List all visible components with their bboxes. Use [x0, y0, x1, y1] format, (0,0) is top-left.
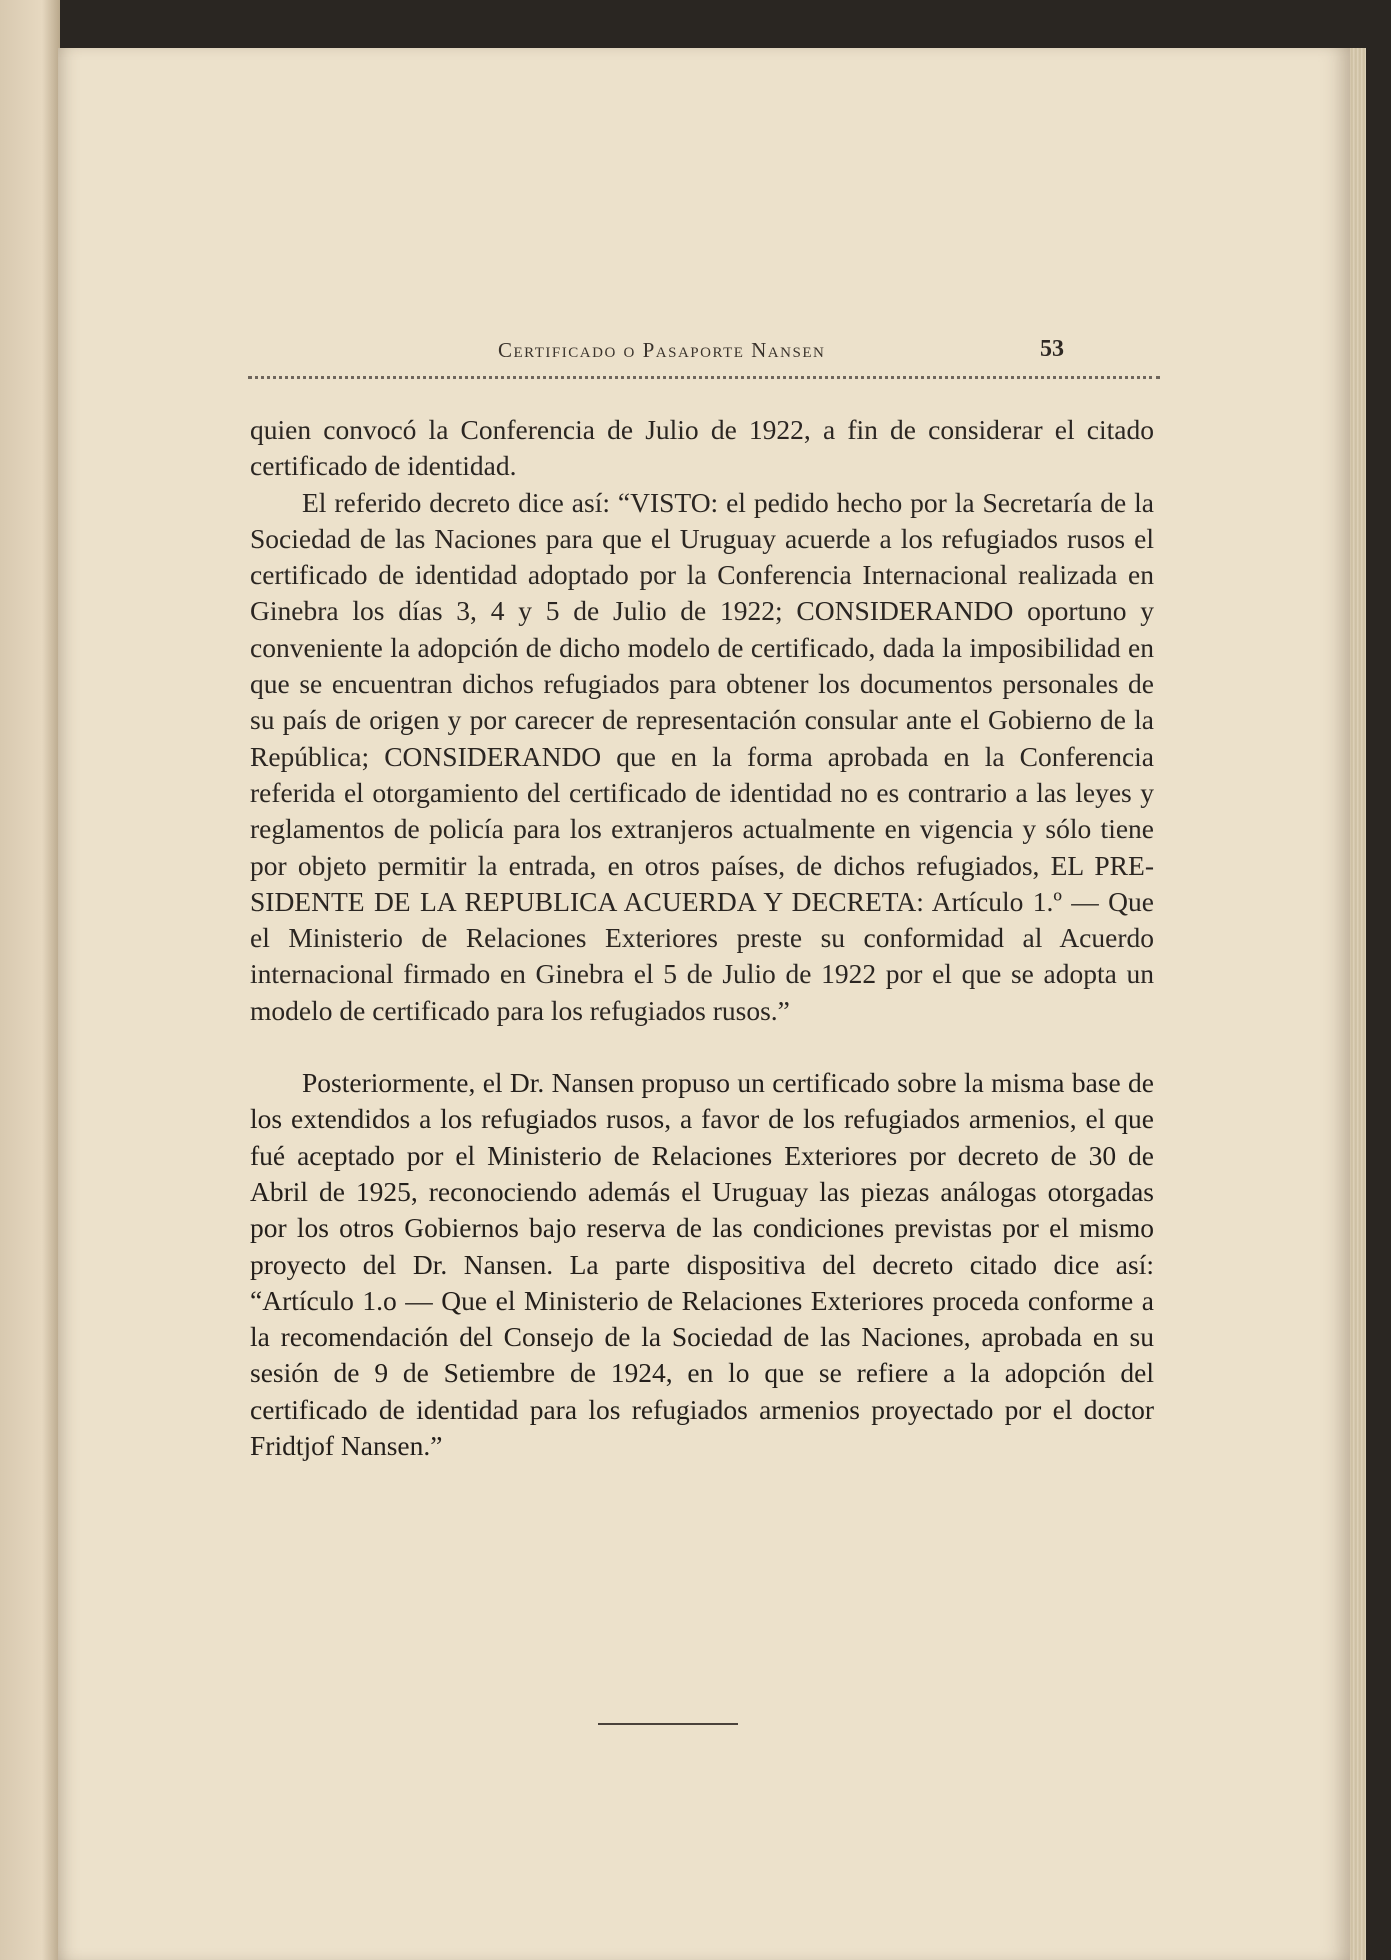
- page-number: 53: [1040, 336, 1064, 362]
- body-text: [250, 412, 1154, 1464]
- book-page: [58, 48, 1350, 1960]
- page-stack-edge: [1350, 48, 1366, 1960]
- left-page-edge: [0, 0, 60, 1960]
- paragraph-continuation: quien convocó la Conferencia de Julio de 1922, a fin de considerar el citado certificado de identidad.: [250, 414, 1154, 482]
- dotted-header-rule: [248, 376, 1160, 379]
- running-title: Certificado o Pasaporte Nansen: [498, 338, 826, 362]
- running-head: [58, 332, 1350, 372]
- paragraph-armenian-certificate: Posteriormente, el Dr. Nansen propuso un certificado sobre la misma base de los extendidos a los refugiados rusos, a favor de los refugiados armenios, el que fué aceptado por el Ministerio de Relaciones Exteriores por decreto de 30 de Abril de 1925, reconociendo además el Uruguay las piezas análogas otorgadas por los otros Gobiernos bajo reserva de las condiciones previstas por el mismo proyecto del Dr. Nansen. La parte dispositiva del decreto citado dice así: “Artículo 1.o — Que el Ministerio de Relaciones Exteriores proceda conforme a la recomendación del Consejo de la Sociedad de las Naciones, aprobada en su sesión de 9 de Setiembre de 1924, en lo que se refiere a la adopción del certificado de identidad para los refugiados armenios proyectado por el doctor Fridtjof Nansen.”: [250, 1067, 1154, 1462]
- paragraph-decree-quote: El referido decreto dice así: “VISTO: el pedido hecho por la Secretaría de la Sociedad de las Naciones para que el Uruguay acuerde a los refugiados rusos el certificado de identidad adoptado por la Conferencia Internacional realizada en Ginebra los días 3, 4 y 5 de Julio de 1922; CONSIDERANDO oportuno y conveniente la adopción de dicho modelo de certificado, dada la imposibilidad en que se encuentran dichos refugiados para obtener los documentos personales de su país de origen y por carecer de representación consular ante el Gobierno de la República; CONSIDERANDO que en la forma aprobada en la Conferencia referida el otorgamiento del certificado de identidad no es contrario a las leyes y reglamentos de policía para los extranjeros actualmente en vigencia y sólo tiene por objeto permitir la entrada, en otros países, de dichos refugiados, EL PRESIDENTE DE LA REPUBLICA ACUERDA Y DECRETA: Artículo 1.º — Que el Ministerio de Relaciones Exteriores preste su conformidad al Acuerdo internacional firmado en Ginebra el 5 de Julio de 1922 por el que se adopta un modelo de certificado para los refugiados rusos.”: [250, 486, 1154, 1026]
- section-end-rule: [598, 1723, 738, 1725]
